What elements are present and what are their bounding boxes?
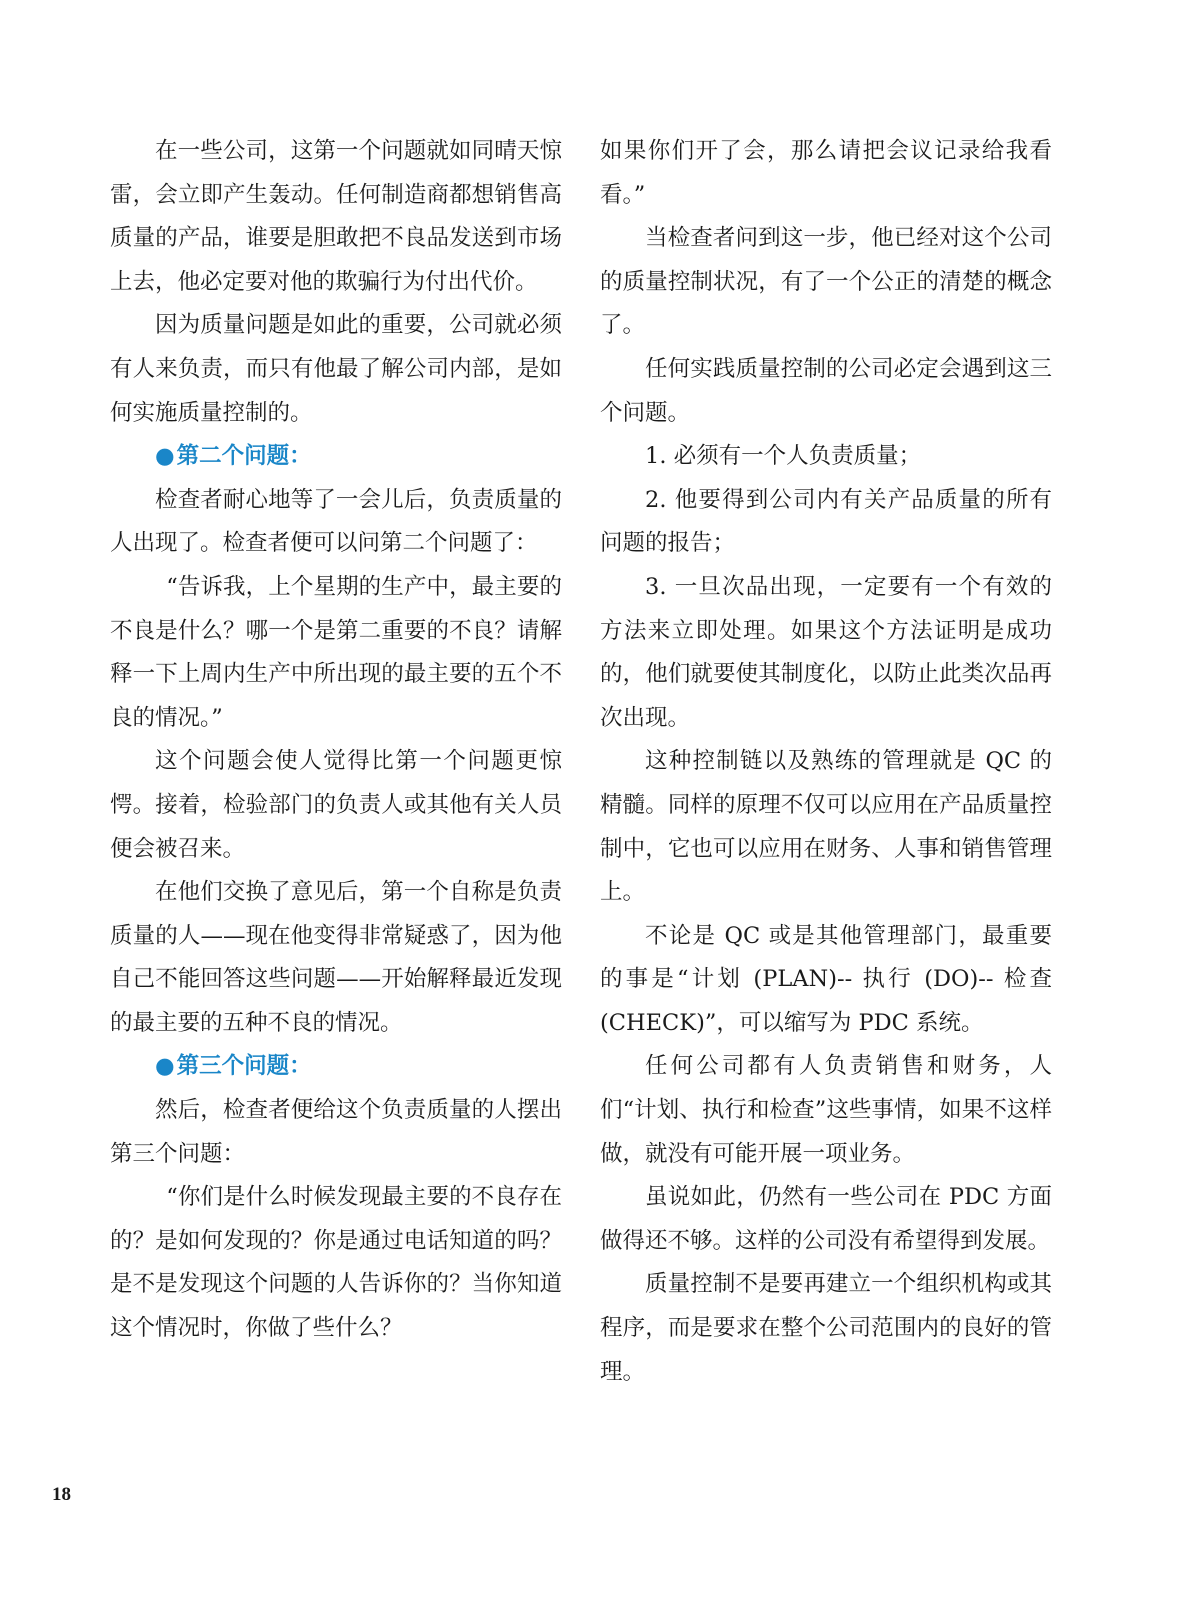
paragraph: 因为质量问题是如此的重要，公司就必须有人来负责，而只有他最了解公司内部，是如何实施质量控制的。: [110, 312, 562, 426]
paragraph: 质量控制不是要再建立一个组织机构或其程序，而是要求在整个公司范围内的良好的管理。: [600, 1271, 1052, 1385]
paragraph: 不论是 QC 或是其他管理部门，最重要的事是“计划 (PLAN)-- 执行 (DO)-- 检查 (CHECK)”，可以缩写为 PDC 系统。: [600, 922, 1052, 1036]
left-column: [110, 130, 562, 1351]
paragraph: 任何公司都有人负责销售和财务，人们“计划、执行和检查”这些事情，如果不这样做，就没有可能开展一项业务。: [600, 1053, 1052, 1167]
bullet-icon: ●: [155, 1053, 175, 1080]
section-heading-text: 第三个问题：: [176, 1053, 312, 1080]
paragraph: 当检查者问到这一步，他已经对这个公司的质量控制状况，有了一个公正的清楚的概念了。: [600, 225, 1052, 339]
list-item: 2. 他要得到公司内有关产品质量的所有问题的报告；: [600, 486, 1052, 557]
list-item: 1. 必须有一个人负责质量；: [645, 443, 922, 470]
paragraph: 然后，检查者便给这个负责质量的人摆出第三个问题：: [110, 1097, 562, 1167]
section-heading-3: [110, 1045, 562, 1089]
paragraph-continued: 如果你们开了会，那么请把会议记录给我看看。”: [600, 138, 1052, 208]
section-heading-text: 第二个问题：: [176, 443, 312, 470]
paragraph: 在他们交换了意见后，第一个自称是负责质量的人——现在他变得非常疑惑了，因为他自己不能回答这些问题——开始解释最近发现的最主要的五种不良的情况。: [110, 879, 562, 1036]
page-number: 18: [52, 1484, 71, 1505]
section-heading-2: [110, 435, 562, 479]
quote-paragraph: “告诉我，上个星期的生产中，最主要的不良是什么？哪一个是第二重要的不良？请解释一下上周内生产中所出现的最主要的五个不良的情况。”: [110, 573, 562, 731]
paragraph: 检查者耐心地等了一会儿后，负责质量的人出现了。检查者便可以问第二个问题了：: [110, 486, 562, 557]
list-item: 3. 一旦次品出现，一定要有一个有效的方法来立即处理。如果这个方法证明是成功的，他们就要使其制度化，以防止此类次品再次出现。: [600, 573, 1052, 731]
paragraph: 这个问题会使人觉得比第一个问题更惊愕。接着，检验部门的负责人或其他有关人员便会被召来。: [110, 748, 562, 862]
bullet-icon: ●: [155, 443, 175, 470]
paragraph: 这种控制链以及熟练的管理就是 QC 的精髓。同样的原理不仅可以应用在产品质量控制中，它也可以应用在财务、人事和销售管理上。: [600, 748, 1052, 906]
right-column: [600, 130, 1052, 1394]
quote-paragraph: “你们是什么时候发现最主要的不良存在的？是如何发现的？你是通过电话知道的吗？是不是发现这个问题的人告诉你的？当你知道这个情况时，你做了些什么？: [110, 1184, 562, 1342]
paragraph: 虽说如此，仍然有一些公司在 PDC 方面做得还不够。这样的公司没有希望得到发展。: [600, 1184, 1052, 1254]
paragraph: 任何实践质量控制的公司必定会遇到这三个问题。: [600, 355, 1052, 426]
paragraph: 在一些公司，这第一个问题就如同晴天惊雷，会立即产生轰动。任何制造商都想销售高质量的产品，谁要是胆敢把不良品发送到市场上去，他必定要对他的欺骗行为付出代价。: [110, 138, 562, 295]
